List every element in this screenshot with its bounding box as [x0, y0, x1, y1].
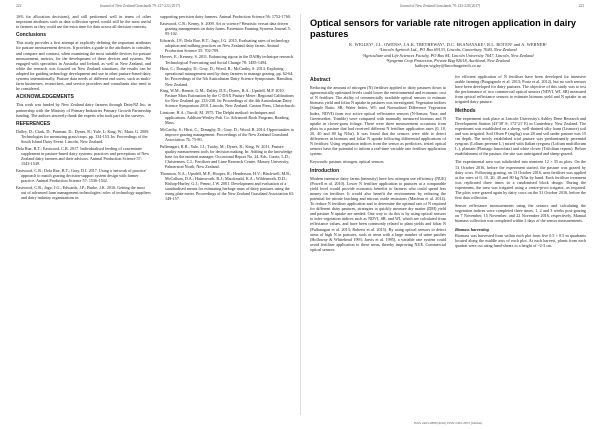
left-column-2	[160, 14, 296, 415]
reference-item: Dela Rue, B.T.; Eastwood, C.R. 2017. Individualised feeding of concentrate supplement in pasture-based dairy systems: practices and perceptions of New Zealand dairy farmers and their advisors. Animal Production Science 57: 1543-1549.	[16, 145, 150, 166]
introduction-text: Modern intensive dairy farms (intensity) have low nitrogen use efficiency (NUE) (Powell et al. 2010). Lower N fertiliser application to pastures at a comparable yield level would provide economic benefits to farmers who could spend less money on fertiliser. It would also benefit the environment by reducing the potential for nitrate leaching and nitrous oxide emissions (Maclean et al. 2014). To reduce N fertiliser application and to determine the optimal rate of N required for different dairy pastures, strategies to quickly measure dry matter (DM) yield and pasture N uptake are needed. One way to do this is by using optical sensors to infer vegetation indices such as NDVI, SR, and WI, which are calculated from reflectance values, and have been commonly related to plant yields and foliar N (Pullanagari et al. 2013; Roberts et al. 2015). By using optical sensors to detect areas of high N in pastures, such as areas with a large number of urine patches (Holloway & Whitehead 1993; Jarvis et al. 1995), a variable rate system could avoid fertiliser application to these areas, thereby improving NUE. Commercial optical sensors	[310, 175, 446, 252]
biomass-text: Biomass was harvested from within each plot from five 0.5 × 0.5 m quadrants located along the middle axis of each plot. At each harvest, plants from each quadrat were cut using hand-shears to a height of ~2-3 cm.	[455, 232, 586, 248]
introduction-heading: Introduction	[310, 167, 340, 174]
reference-item: Linstone, H.A.; Turoff, M. 1975. The Delphi method: techniques and applications. Addison-Wesley Pub. Co. Advanced Book Program, Reading, Mass.	[160, 110, 290, 126]
reference-item: Pullenagari, R.R.; Yule, I.J.; Tuohy, M.; Dynes, R.; King, W. 2011. Pasture quality measurement tools for decision making. In: Adding to the knowledge base for the nutrient manager. Occasional Report No. 24. Eds. Currie, L.D.; Christensen, C.L. Fertilizer and Lime Research Centre, Massey University, Palmerston North, New Zealand.	[160, 143, 293, 170]
conclusions-heading: Conclusions	[16, 32, 47, 39]
page-header	[0, 4, 600, 12]
right-column-1	[310, 74, 446, 415]
abstract-heading: Abstract	[310, 77, 331, 83]
reference-item: Hirst, C.; Donaghy, D.; Gray, D.; Wood, B.; McCarthy, S. 2014. Exploring operational management used by dairy farmers to manage grazing. pp. 62-64. In: Proceedings of the 5th Australasian Dairy Science Symposium. Hamilton, New Zealand.	[160, 66, 294, 87]
affiliation-3: ³Syngenta Crop Protection, Private Bag 92618, Auckland, New Zealand	[386, 57, 510, 63]
keywords: Keywords: pasture, nitrogen, optical sensors	[310, 159, 384, 165]
reference-item: Eastwood, C.R.; Kenny, S. 2009. Art or science? Heuristic versus data driven grazing management on dairy farms. Extension Farming Systems Journal 5: 95-102.	[160, 20, 291, 36]
acknowledgements-heading: ACKNOWLEDGEMENTS	[16, 94, 74, 101]
methods-heading: Methods	[455, 107, 476, 114]
article-title: Optical sensors for variable rate nitrogen application in dairy pastures	[310, 18, 576, 39]
continued-paragraph: 16% for allocation decisions), and still performed well in terms of other important attributes such as data collection speed, would still be the most useful to farmers as they could use the extra time for data across all decision contexts.	[16, 14, 151, 30]
reference-item: Hovers, E.; Kenney, S. 2011. Enhancing rigour in the DAIRy technique research. Technological Forecasting and Social Change 78: 1485-1494.	[160, 54, 295, 65]
reference-item: Edwards, J.P.; Dela Rue, B.T.; Jago, J.G. 2015. Evaluating rates of technology adoption and milking practices on New Zealand dairy farms. Animal Production Science 55: 702-709.	[160, 37, 290, 53]
affiliation-1: ¹Lincoln Agritech Ltd., PO Box 69133, Lincoln, Canterbury 7640, New Zealand	[379, 47, 517, 53]
references-heading: REFERENCES	[16, 120, 51, 127]
reference-item: Dalley, D.; Clark, D.; Pairman, D.; Dynes, R.; Yule, I.; King, W.; Mata, G. 2009. Technologies for measuring grass/crops. pp. 134-153. In: Proceedings of the South Island Dairy Event. Lincoln, New Zealand.	[16, 128, 150, 144]
author-names: K. WIGLEY¹, J.L. OWENS², J.A.K. TRETHEWAY¹, D.C. EKANAYAKE¹, R.L. ROTEN¹ and A. WERNER¹	[349, 42, 547, 47]
reference-item: Eastwood, C.R.; Jago, J.G.; Edwards, J.P.; Burke, J.K. 2016. Getting the most out of advanced farm management technologies: roles of technology suppliers and dairy industry organisations in	[16, 184, 151, 200]
reference-item: Eastwood, C.R.; Dela Rue, B.T.; Gray, D.I. 2017. Using a 'network of practice' approach to match grazing decision-support system design with farmer practice. Animal Production Science 57: 1536-1542.	[16, 167, 147, 183]
right-column-2	[455, 74, 586, 415]
author-block	[310, 42, 586, 68]
acknowledgements-text: This work was funded by New Zealand dairy farmers through DairyNZ Inc. in partnership with the Ministry of Primary Industries Primary Growth Partnership funding. The authors sincerely thank the experts who took part in the surveys.	[16, 102, 151, 118]
biomass-heading: Biomass harvesting	[455, 226, 489, 232]
abstract-text: Reducing the amount of nitrogen (N) fertiliser applied to dairy pastures down to agronomically optimised levels could lower the environmental and economic cost of N fertiliser. The ability of commercially available optical sensors to estimate biomass yield and foliar N uptake in pastures was investigated. Vegetation indices (Simple Ratio, SR; Water Index, WI; and Normalised Difference Vegetation Index, NDVI) from two active optical reflectance sensors (N-Sensor, Yara; and Greenseeker, Trimble) were compared with manually measured biomass and N uptake in clover-grass foliage. There were three measurement occasions from plots in a pasture that had received different N fertiliser application rates (0, 10, 20, 40 and 80 kg N/ha). It was found that the sensors were able to detect differences in biomass and foliar N uptake following differential applications of N fertiliser. Using vegetation indices from the sensor as predictors, tested optical sensors have the potential to inform a real-time variable rate fertiliser application system.	[310, 85, 446, 157]
right-page-number: 223	[578, 4, 584, 8]
methods-text-3: Sensor reflectance measurements using the sensors and calculating the vegetation indices were completed three times, 1, 2 and 3 weeks post-grazing on 7 November, 15 November, and 22 November 2016, respectively. Manual biomass collection was completed within 2 days of the sensor measurements.	[455, 203, 586, 224]
affiliation-2: ²Agriculture and Life Sciences Faculty, PO Box 84, Lincoln University 7647, Lincoln, New Zealand	[362, 52, 534, 58]
references-list	[16, 129, 151, 200]
methods-text-2: The experimental area was subdivided into nineteen 12 × 35 m plots. On the 13 October 2016, before the experiment started, the pasture was grazed by dairy cows. Following grazing, on 13 October 2016, urea fertiliser was applied at the rates of 0, 10, 20, 40 and 80 kg N/ha by hand. Each fertiliser treatment was replicated three times in a randomised block design. During the experiment, the area was irrigated using a centre-pivot irrigator, as required. The plots were grazed again by dairy cows on the 31 October 2016, before the first data collection.	[455, 159, 586, 201]
reference-item: supporting precision dairy farmers. Animal Production Science 56: 1752-1760.	[160, 14, 291, 19]
reference-item: Thomson, N.A.; Upsdell, M.P.; Hooper, R.; Henderson, H.V.; Blackwell, M.B.; McCallum, D.A.; Hainsworth, R.J.; Macdonald, K.A.; Wildermoth, D.D.; Bishop-Hurley, G.J.; Penno, J.W. 2001. Development and evaluation of a standardised means for estimating herbage mass of dairy pastures using the rising plate meter. Proceedings of the New Zealand Grassland Association 63: 149-157.	[160, 170, 295, 202]
reference-item: McCarthy, S.; Hirst, C.; Donaghy, D.; Gray, D.; Wood, B. 2014. Opportunities to improve grazing management. Proceedings of the New Zealand Grassland Association 76: 75-80.	[160, 127, 294, 143]
conclusions-text: This study provides a first attempt at explicitly defining the important attributes for pasture measurement devices. It provides a guide to the attributes to consider, and compare and contrast, when examining the most suitable devices for pasture measurement, metrics, for the development of these devices and systems. We engaged with specialists in Australia and Ireland, as well as New Zealand, and while the research was focused on New Zealand situations, the results can be adapted for guiding technology development and use in other pasture-based dairy systems internationally. Pasture data needs of different end users, such as multi-farm businesses, researchers, and service providers and consultants also need to be considered.	[16, 40, 151, 92]
right-journal-header: Journal of New Zealand Grasslands 79: 223-228 (2017)	[400, 4, 481, 8]
introduction-continued: for efficient application of N fertiliser have been developed for intensive arable farming (Bragagnolo et al. 2013; Portz et al. 2012), but no such sensors have been developed for dairy pastures. The objective of this study was to test the performance of two commercial optical sensors (NDVI, WI, SR) measured from optical reflectance sensors to estimate biomass yield and N uptake in an irrigated dairy pasture.	[455, 74, 586, 105]
issn-footer: ISSN 2463-2880 (Print) ISSN 2463-2872 (Online)	[413, 421, 483, 425]
contact-email[interactable]: kathryn.wigley@lincolnagritech.co.nz	[415, 63, 481, 69]
reference-item: King, W.M.; Rennie, G.M.; Dalley, D.E.; Dynes, R.A.; Upsdell, M.P. 2010. Pasture Mass Estimation by the C-DAX Pasture Meter: Regional Calibrations for New Zealand. pp. 233-238. In: Proceedings of the 4th Australasian Dairy Science Symposium 2010. Lincoln, New Zealand. Caxton Press, Christchurch.	[160, 88, 296, 109]
left-journal-header: Journal of New Zealand Grasslands 79: 217-222 (2017)	[100, 4, 181, 8]
methods-text: The experiment took place at Lincoln University's Ashley Dene Research and Development Station (43°38' S; 172°21' E) in Canterbury, New Zealand. The experiment was established on a sheep, well-drained silty loam (Lismore) soil and was irrigated. Soil Olsen P (mg/kg) was 28 and soil under pasture was 15 cm depth. The newly established trial pasture was predominantly perennial ryegrass (Lolium perenne L.) mixed with Italian ryegrass (Lolium multiflorum L.), plantain (Plantago lanceolata) and white clover (Trifolium repens). Before establishment of the pasture, the site was unirrigated and sheep-grazed.	[455, 115, 586, 157]
page-gutter	[300, 14, 301, 415]
left-column-1	[16, 14, 151, 415]
left-page-number: 222	[16, 4, 22, 8]
